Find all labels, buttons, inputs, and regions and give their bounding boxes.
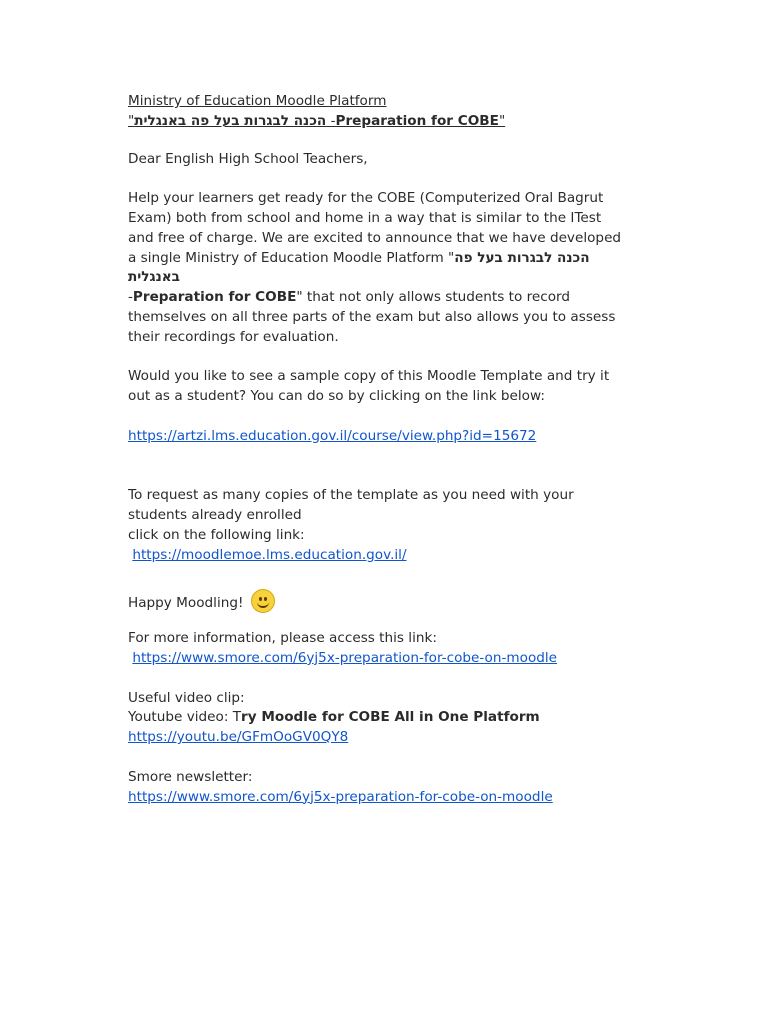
request-line: click on the following link: [128,526,305,543]
document-subtitle [128,112,640,132]
request-line: students already enrolled [128,506,302,523]
intro-hebrew-title: הכנה לבגרות בעל פה באנגלית [128,249,590,286]
request-line: To request as many copies of the template as you need with your [128,487,574,504]
email-body [128,92,640,807]
newsletter-heading: Smore newsletter: [128,768,253,785]
intro-line: and free of charge. We are excited to announce that we have developed [128,229,622,246]
newsletter-link[interactable]: https://www.smore.com/6yj5x-preparation-for-cobe-on-moodle [128,788,553,805]
happy-moodling [128,589,640,614]
intro-line4-text: a single Ministry of Education Moodle Platform " [128,249,455,266]
intro-line [128,288,640,308]
video-title-bold: ry Moodle for COBE All in One Platform [241,709,540,726]
youtube-link[interactable]: https://youtu.be/GFmOoGV0QY8 [128,729,349,746]
intro-dash: - [128,289,133,306]
document-title: Ministry of Education Moodle Platform [128,93,387,109]
intro-line: their recordings for evaluation. [128,328,339,345]
sample-course-link[interactable]: https://artzi.lms.education.gov.il/course/view.php?id=15672 [128,427,537,444]
video-heading: Useful video clip: [128,689,245,706]
happy-text: Happy Moodling! [128,595,244,612]
video-title [128,708,640,728]
subtitle-english: Preparation for COBE [335,112,499,129]
video-prefix: Youtube video: T [128,709,242,726]
intro-line5-text: " that not only allows students to record [296,289,570,306]
subtitle-quote-open: " [128,112,135,129]
intro-bold-title: Preparation for COBE [132,289,297,306]
greeting: Dear English High School Teachers, [128,150,368,167]
sample-line: out as a student? You can do so by clicking on the link below: [128,388,545,405]
more-info-link[interactable]: https://www.smore.com/6yj5x-preparation-for-cobe-on-moodle [132,649,558,666]
request-paragraph [128,486,640,565]
smiley-face-icon [251,589,275,613]
subtitle-hebrew: הכנה לבגרות בעל פה באנגלית [134,112,327,129]
more-info-text: For more information, please access this link: [128,630,437,647]
request-copies-link[interactable]: https://moodlemoe.lms.education.gov.il/ [132,546,407,563]
intro-line: Exam) both from school and home in a way that is similar to the ITest [128,209,602,226]
intro-line: Help your learners get ready for the COBE (Computerized Oral Bagrut [128,190,604,207]
intro-line [128,249,640,289]
intro-paragraph [128,189,640,347]
subtitle-quote-close: " [498,112,506,129]
sample-paragraph [128,367,640,407]
intro-line: themselves on all three parts of the exam but also allows you to assess [128,308,616,325]
subtitle-dash: - [326,112,336,129]
sample-line: Would you like to see a sample copy of this Moodle Template and try it [128,368,610,385]
